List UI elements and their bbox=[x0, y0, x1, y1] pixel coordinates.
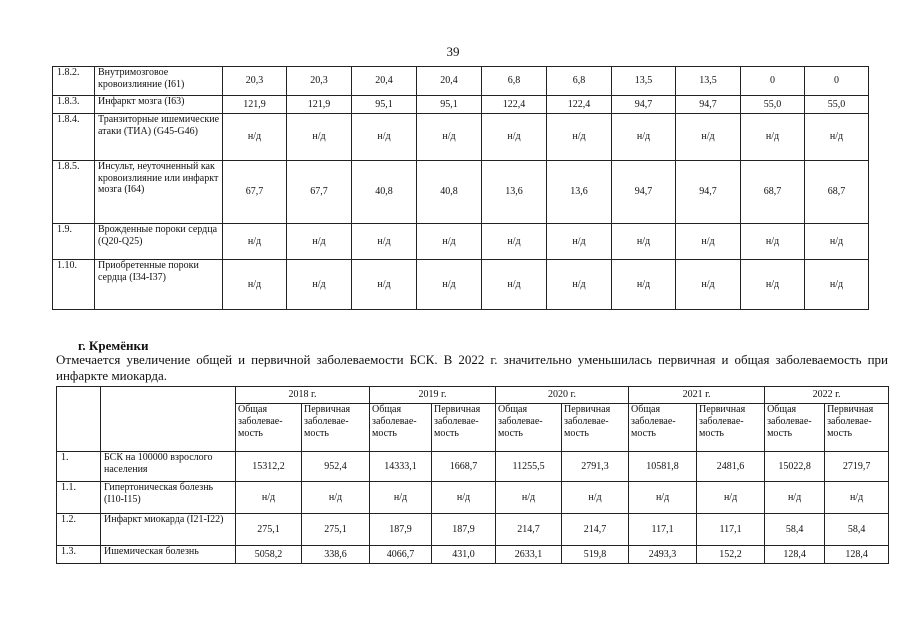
value-cell: н/д bbox=[612, 260, 676, 310]
kremenki-incidence-table bbox=[56, 386, 889, 564]
row-number: 1.8.5. bbox=[53, 161, 95, 224]
table-row bbox=[53, 114, 869, 161]
value-cell: н/д bbox=[612, 224, 676, 260]
stroke-incidence-table bbox=[52, 66, 869, 310]
value-cell: н/д bbox=[287, 260, 352, 310]
total-incidence-header: Общая заболевае-мость bbox=[236, 404, 302, 452]
value-cell: 5058,2 bbox=[236, 546, 302, 564]
value-cell: н/д bbox=[765, 482, 825, 514]
value-cell: 121,9 bbox=[287, 96, 352, 114]
value-cell: 11255,5 bbox=[496, 452, 562, 482]
value-cell: 214,7 bbox=[562, 514, 629, 546]
value-cell: 13,6 bbox=[482, 161, 547, 224]
value-cell: 20,3 bbox=[287, 67, 352, 96]
value-cell: 275,1 bbox=[236, 514, 302, 546]
value-cell: 68,7 bbox=[805, 161, 869, 224]
value-cell: 117,1 bbox=[697, 514, 765, 546]
value-cell: н/д bbox=[223, 114, 287, 161]
value-cell: н/д bbox=[825, 482, 889, 514]
value-cell: н/д bbox=[352, 114, 417, 161]
row-number: 1.3. bbox=[57, 546, 101, 564]
value-cell: 275,1 bbox=[302, 514, 370, 546]
value-cell: н/д bbox=[562, 482, 629, 514]
value-cell: 519,8 bbox=[562, 546, 629, 564]
primary-incidence-header: Первичная заболевае-мость bbox=[825, 404, 889, 452]
value-cell: 58,4 bbox=[765, 514, 825, 546]
value-cell: 1668,7 bbox=[432, 452, 496, 482]
row-name: Транзиторные ишемические атаки (ТИА) (G45-G46) bbox=[95, 114, 223, 161]
value-cell: н/д bbox=[547, 114, 612, 161]
total-incidence-header: Общая заболевае-мость bbox=[629, 404, 697, 452]
value-cell: 0 bbox=[741, 67, 805, 96]
value-cell: 152,2 bbox=[697, 546, 765, 564]
value-cell: 122,4 bbox=[547, 96, 612, 114]
row-name: Внутримозговое кровоизлияние (I61) bbox=[95, 67, 223, 96]
table-row bbox=[57, 514, 889, 546]
primary-incidence-header: Первичная заболевае-мость bbox=[562, 404, 629, 452]
value-cell: 187,9 bbox=[370, 514, 432, 546]
value-cell: 20,4 bbox=[352, 67, 417, 96]
row-number: 1.8.4. bbox=[53, 114, 95, 161]
row-number: 1. bbox=[57, 452, 101, 482]
value-cell: н/д bbox=[223, 260, 287, 310]
primary-incidence-header: Первичная заболевае-мость bbox=[302, 404, 370, 452]
value-cell: н/д bbox=[805, 260, 869, 310]
value-cell: н/д bbox=[741, 114, 805, 161]
table-row bbox=[53, 260, 869, 310]
year-2019-header: 2019 г. bbox=[370, 387, 496, 404]
value-cell: н/д bbox=[482, 114, 547, 161]
value-cell: 0 bbox=[805, 67, 869, 96]
value-cell: 10581,8 bbox=[629, 452, 697, 482]
value-cell: 214,7 bbox=[496, 514, 562, 546]
value-cell: н/д bbox=[741, 224, 805, 260]
value-cell: 128,4 bbox=[825, 546, 889, 564]
value-cell: н/д bbox=[547, 260, 612, 310]
value-cell: 2791,3 bbox=[562, 452, 629, 482]
table-row bbox=[53, 67, 869, 96]
value-cell: 55,0 bbox=[805, 96, 869, 114]
value-cell: н/д bbox=[629, 482, 697, 514]
value-cell: 55,0 bbox=[741, 96, 805, 114]
row-name: Приобретенные пороки сердца (I34-I37) bbox=[95, 260, 223, 310]
value-cell: 67,7 bbox=[287, 161, 352, 224]
table-row bbox=[57, 452, 889, 482]
table-row bbox=[53, 224, 869, 260]
value-cell: 95,1 bbox=[352, 96, 417, 114]
value-cell: н/д bbox=[496, 482, 562, 514]
value-cell: 15312,2 bbox=[236, 452, 302, 482]
value-cell: 128,4 bbox=[765, 546, 825, 564]
value-cell: 952,4 bbox=[302, 452, 370, 482]
value-cell: н/д bbox=[805, 224, 869, 260]
value-cell: 67,7 bbox=[223, 161, 287, 224]
value-cell: 2481,6 bbox=[697, 452, 765, 482]
value-cell: 6,8 bbox=[482, 67, 547, 96]
value-cell: н/д bbox=[676, 224, 741, 260]
year-2022-header: 2022 г. bbox=[765, 387, 889, 404]
primary-incidence-header: Первичная заболевае-мость bbox=[697, 404, 765, 452]
section-title: г. Кремёнки bbox=[78, 338, 149, 353]
value-cell: 117,1 bbox=[629, 514, 697, 546]
value-cell: 40,8 bbox=[352, 161, 417, 224]
row-name: Гипертоническая болезнь (I10-I15) bbox=[101, 482, 236, 514]
value-cell: н/д bbox=[482, 224, 547, 260]
row-number: 1.8.3. bbox=[53, 96, 95, 114]
value-cell: н/д bbox=[352, 260, 417, 310]
value-cell: 13,5 bbox=[676, 67, 741, 96]
row-name: Ишемическая болезнь bbox=[101, 546, 236, 564]
value-cell: 4066,7 bbox=[370, 546, 432, 564]
value-cell: 13,6 bbox=[547, 161, 612, 224]
row-name: Инсульт, неуточненный как кровоизлияние или инфаркт мозга (I64) bbox=[95, 161, 223, 224]
row-name: Инфаркт мозга (I63) bbox=[95, 96, 223, 114]
total-incidence-header: Общая заболевае-мость bbox=[496, 404, 562, 452]
table-row bbox=[57, 482, 889, 514]
row-number: 1.8.2. bbox=[53, 67, 95, 96]
header-name-cell bbox=[101, 387, 236, 452]
value-cell: н/д bbox=[370, 482, 432, 514]
value-cell: н/д bbox=[741, 260, 805, 310]
value-cell: н/д bbox=[223, 224, 287, 260]
total-incidence-header: Общая заболевае-мость bbox=[370, 404, 432, 452]
primary-incidence-header: Первичная заболевае-мость bbox=[432, 404, 496, 452]
value-cell: н/д bbox=[417, 224, 482, 260]
table-row bbox=[53, 161, 869, 224]
row-name: Инфаркт миокарда (I21-I22) bbox=[101, 514, 236, 546]
row-name: Врожденные пороки сердца (Q20-Q25) bbox=[95, 224, 223, 260]
value-cell: н/д bbox=[417, 260, 482, 310]
value-cell: н/д bbox=[547, 224, 612, 260]
row-number: 1.1. bbox=[57, 482, 101, 514]
section-paragraph: Отмечается увеличение общей и первичной заболеваемости БСК. В 2022 г. значительно уменьшилась первичная и общая заболеваемость при инфаркте миокарда. bbox=[56, 352, 888, 383]
table-row bbox=[53, 96, 869, 114]
value-cell: 68,7 bbox=[741, 161, 805, 224]
value-cell: 2493,3 bbox=[629, 546, 697, 564]
value-cell: н/д bbox=[676, 260, 741, 310]
value-cell: н/д bbox=[287, 224, 352, 260]
value-cell: 6,8 bbox=[547, 67, 612, 96]
value-cell: н/д bbox=[352, 224, 417, 260]
value-cell: 94,7 bbox=[676, 96, 741, 114]
value-cell: 14333,1 bbox=[370, 452, 432, 482]
table-row bbox=[57, 546, 889, 564]
value-cell: н/д bbox=[676, 114, 741, 161]
value-cell: 40,8 bbox=[417, 161, 482, 224]
row-number: 1.10. bbox=[53, 260, 95, 310]
value-cell: н/д bbox=[697, 482, 765, 514]
value-cell: н/д bbox=[302, 482, 370, 514]
value-cell: 431,0 bbox=[432, 546, 496, 564]
value-cell: 2633,1 bbox=[496, 546, 562, 564]
value-cell: н/д bbox=[482, 260, 547, 310]
total-incidence-header: Общая заболевае-мость bbox=[765, 404, 825, 452]
value-cell: н/д bbox=[805, 114, 869, 161]
value-cell: 20,4 bbox=[417, 67, 482, 96]
value-cell: н/д bbox=[612, 114, 676, 161]
value-cell: 94,7 bbox=[612, 96, 676, 114]
value-cell: н/д bbox=[417, 114, 482, 161]
row-number: 1.2. bbox=[57, 514, 101, 546]
value-cell: 13,5 bbox=[612, 67, 676, 96]
value-cell: 94,7 bbox=[676, 161, 741, 224]
value-cell: 58,4 bbox=[825, 514, 889, 546]
year-2021-header: 2021 г. bbox=[629, 387, 765, 404]
value-cell: 94,7 bbox=[612, 161, 676, 224]
value-cell: н/д bbox=[236, 482, 302, 514]
value-cell: 20,3 bbox=[223, 67, 287, 96]
page-number: 39 bbox=[446, 44, 460, 59]
value-cell: 122,4 bbox=[482, 96, 547, 114]
year-2018-header: 2018 г. bbox=[236, 387, 370, 404]
value-cell: 338,6 bbox=[302, 546, 370, 564]
header-num-cell bbox=[57, 387, 101, 452]
year-2020-header: 2020 г. bbox=[496, 387, 629, 404]
value-cell: 15022,8 bbox=[765, 452, 825, 482]
row-name: БСК на 100000 взрослого населения bbox=[101, 452, 236, 482]
value-cell: 187,9 bbox=[432, 514, 496, 546]
row-number: 1.9. bbox=[53, 224, 95, 260]
value-cell: н/д bbox=[432, 482, 496, 514]
value-cell: 95,1 bbox=[417, 96, 482, 114]
value-cell: 2719,7 bbox=[825, 452, 889, 482]
value-cell: 121,9 bbox=[223, 96, 287, 114]
value-cell: н/д bbox=[287, 114, 352, 161]
